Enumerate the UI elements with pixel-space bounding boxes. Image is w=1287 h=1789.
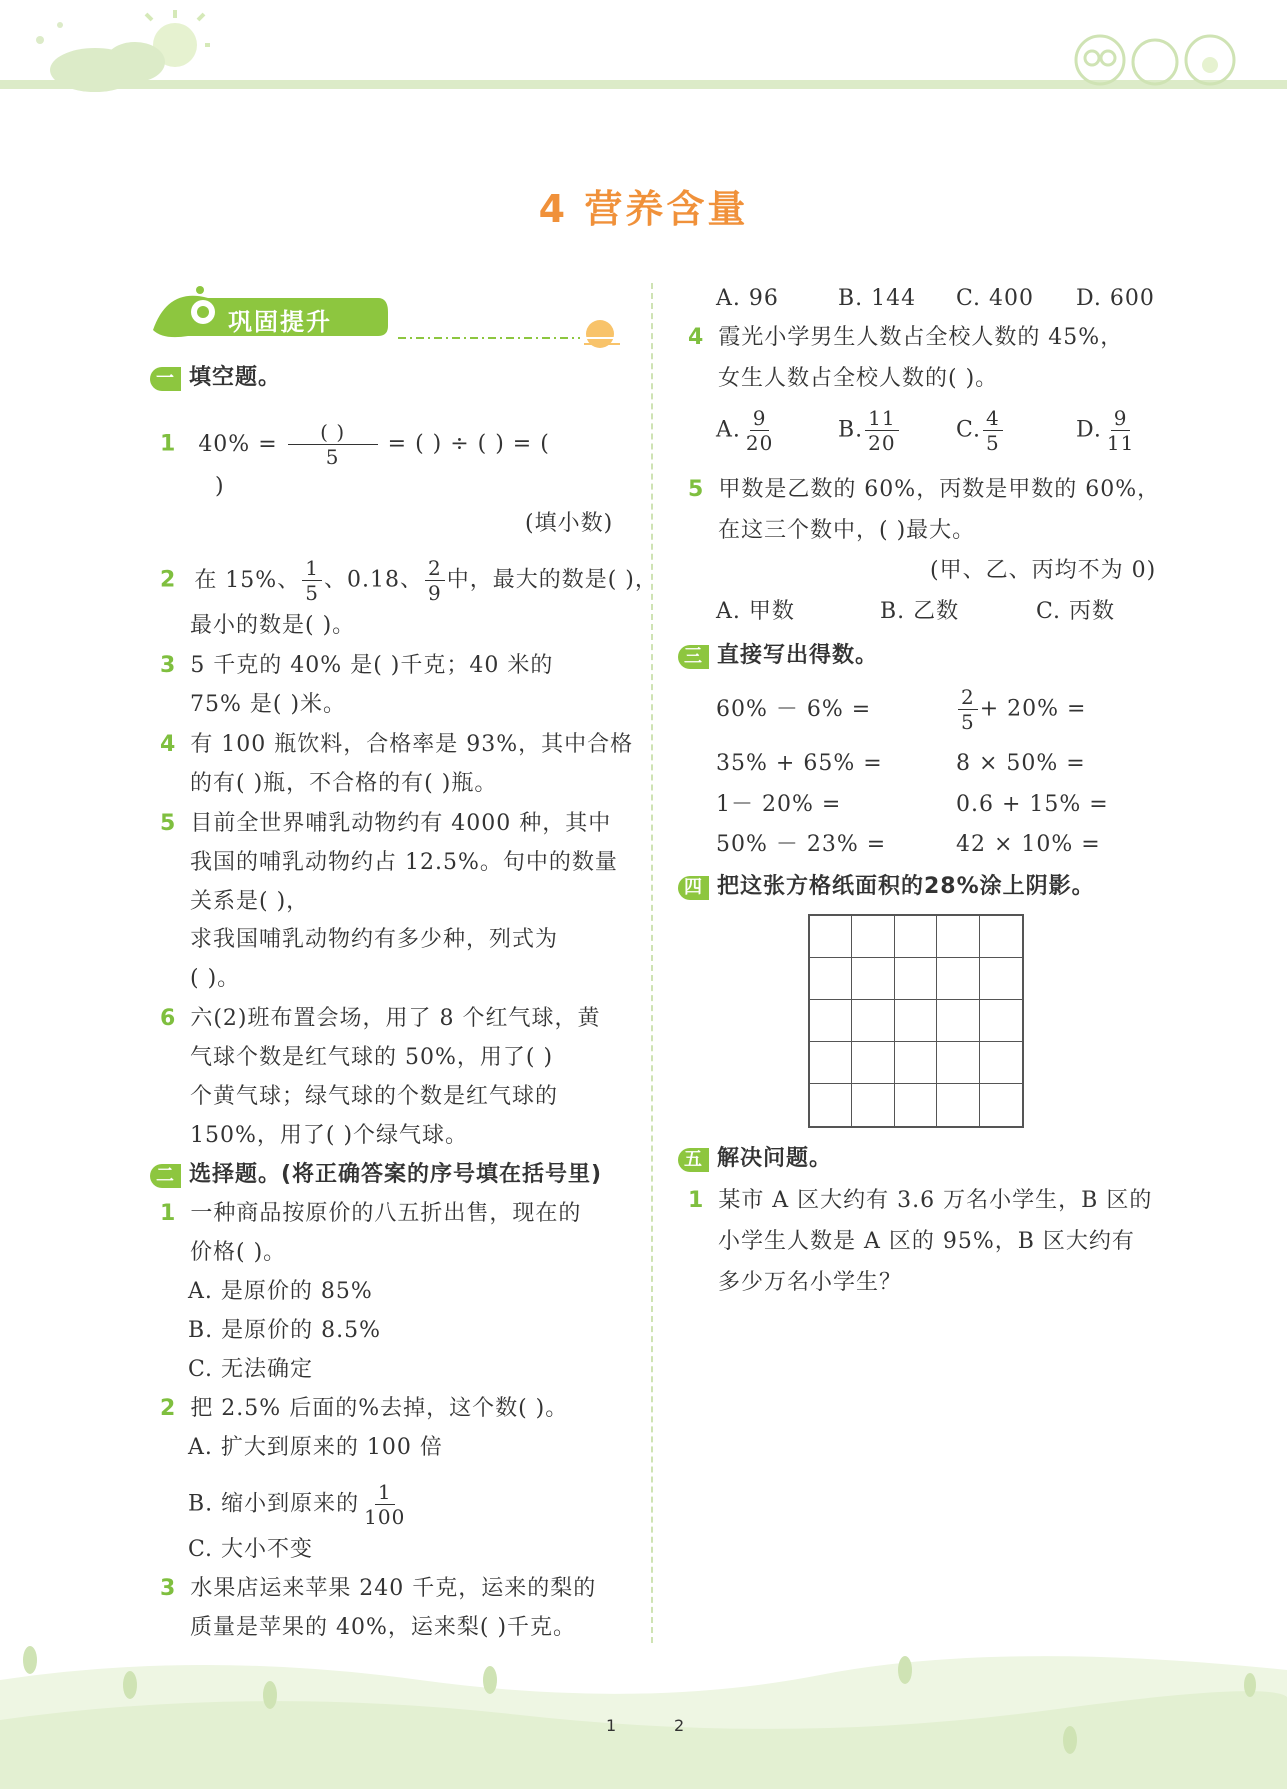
fraction: $\frac{9}{11}$ [1106, 406, 1135, 455]
section-badge: 五 [678, 1148, 709, 1172]
banner-title: 巩固提升 [228, 308, 332, 336]
fraction: $\frac{1}{100}$ [364, 1480, 406, 1529]
fill-q4-line2: 的有( )瓶，不合格的有( )瓶。 [190, 771, 498, 796]
choice-q5: 5 甲数是乙数的 60%，丙数是甲数的 60%， [688, 477, 1161, 502]
square-grid[interactable] [808, 914, 1024, 1128]
section-badge: 一 [150, 367, 181, 391]
choice-q4: 4 霞光小学男生人数占全校人数的 45%， [688, 325, 1124, 350]
banner-graphic [148, 282, 628, 352]
fill-q4: 4 有 100 瓶饮料，合格率是 93%，其中合格 [160, 732, 634, 757]
section-problem-heading [678, 1144, 832, 1174]
question-number: 1 [160, 431, 177, 457]
section-choice-heading [150, 1160, 602, 1190]
fill-q5-line2: 我国的哺乳动物约占 12.5%。句中的数量 [190, 850, 618, 875]
choice-q1: 1 一种商品按原价的八五折出售，现在的 [160, 1201, 582, 1226]
problem-q1: 1 某市 A 区大约有 3.6 万名小学生，B 区的 [688, 1188, 1153, 1213]
fraction: $\frac{1}{5}$ [302, 556, 322, 605]
section-fill-heading [150, 363, 281, 393]
question-number: 1 [688, 1188, 705, 1213]
section-badge: 四 [678, 876, 709, 900]
column-divider [651, 283, 653, 1643]
problem-q1-line3: 多少万名小学生？ [718, 1270, 903, 1295]
calc-1a: 60% － 6% = [716, 697, 872, 722]
question-number: 4 [688, 325, 705, 350]
choice-q4-option-a: A. $\frac{9}{20}$ [716, 406, 778, 455]
fill-q3: 3 5 千克的 40% 是( )千克；40 米的 [160, 653, 554, 678]
section-title: 直接写出得数。 [717, 643, 879, 668]
choice-q1-line2: 价格( )。 [190, 1240, 287, 1265]
calc-4a: 50% － 23% = [716, 832, 887, 857]
fill-q1 [160, 420, 550, 469]
fill-q6-line4: 150%，用了( )个绿气球。 [190, 1123, 469, 1148]
calc-2a: 35% + 65% = [716, 751, 883, 776]
fill-q5-line3: 关系是( )， [190, 889, 310, 914]
hills-illustration [0, 1640, 1287, 1789]
question-number: 6 [160, 1006, 177, 1031]
fill-q5-line4: 求我国哺乳动物约有多少种，列式为 [190, 927, 559, 952]
calc-3a: 1－ 20% = [716, 792, 842, 817]
fraction: $\frac{4}{5}$ [983, 406, 1003, 455]
choice-q5-line2: 在这三个数中，( )最大。 [718, 518, 976, 543]
section-title: 把这张方格纸面积的28%涂上阴影。 [717, 874, 1095, 899]
animal-faces-illustration [1060, 20, 1250, 90]
choice-q1-option-b: B. 是原价的 8.5% [188, 1318, 382, 1343]
question-number: 1 [160, 1201, 177, 1226]
fraction: $\frac{2}{5}$ [958, 685, 978, 734]
fill-q1-close: ) [215, 474, 225, 499]
fill-q2 [160, 556, 658, 605]
choice-q4-option-d: D. $\frac{9}{11}$ [1076, 406, 1139, 455]
question-number: 5 [160, 811, 177, 836]
section-badge: 三 [678, 645, 709, 669]
question-number: 2 [160, 1396, 177, 1421]
fill-q6-line2: 气球个数是红气球的 50%，用了( ) [190, 1045, 554, 1070]
choice-q4-option-b: B. $\frac{11}{20}$ [838, 406, 901, 455]
question-number: 4 [160, 732, 177, 757]
section-grid-heading [678, 872, 1095, 902]
section-title: 填空题。 [189, 365, 282, 390]
q1-text-a: 40% = [198, 431, 278, 457]
sun-cloud-illustration [20, 0, 210, 110]
fraction: $\frac{( )}{5}$ [288, 420, 378, 469]
calc-3b: 0.6 + 15% = [956, 792, 1109, 817]
choice-q1-option-c: C. 无法确定 [188, 1357, 314, 1382]
choice-q5-option-a: A. 甲数 [716, 599, 795, 624]
q2-text-a: 在 15%、 [194, 567, 301, 593]
page-number-right: 2 [674, 1716, 685, 1735]
page-title: 4 营养含量 [538, 187, 749, 231]
choice-q4-line2: 女生人数占全校人数的( )。 [718, 366, 999, 391]
q1-text-b: = ( ) ÷ ( ) = ( [387, 431, 550, 457]
choice-q1-option-a: A. 是原价的 85% [188, 1279, 373, 1304]
choice-q3-option-b: B. 144 [838, 286, 917, 311]
choice-q5-option-c: C. 丙数 [1036, 599, 1116, 624]
question-number: 3 [160, 653, 177, 678]
choice-q2: 2 把 2.5% 后面的%去掉，这个数( )。 [160, 1396, 569, 1421]
fraction: $\frac{2}{9}$ [425, 556, 445, 605]
page-number-left: 1 [606, 1716, 617, 1735]
choice-q4-option-c: C. $\frac{4}{5}$ [956, 406, 1005, 455]
choice-q2-option-b: B. 缩小到原来的 $\frac{1}{100}$ [188, 1480, 410, 1529]
choice-q3-option-c: C. 400 [956, 286, 1035, 311]
fill-q1-note: (填小数) [525, 511, 614, 536]
section-title: 解决问题。 [717, 1146, 833, 1171]
question-number: 3 [160, 1576, 177, 1601]
section-title: 选择题。(将正确答案的序号填在括号里) [189, 1162, 603, 1187]
choice-q5-option-b: B. 乙数 [880, 599, 960, 624]
fill-q5: 5 目前全世界哺乳动物约有 4000 种，其中 [160, 811, 612, 836]
choice-q3-line2: 质量是苹果的 40%，运来梨( )千克。 [190, 1615, 577, 1640]
choice-q3-option-d: D. 600 [1076, 286, 1155, 311]
section-badge: 二 [150, 1164, 181, 1188]
calc-4b: 42 × 10% = [956, 832, 1101, 857]
question-number: 5 [688, 477, 705, 502]
calc-2b: 8 × 50% = [956, 751, 1086, 776]
problem-q1-line2: 小学生人数是 A 区的 95%，B 区大约有 [718, 1229, 1135, 1254]
calc-1b: $\frac{2}{5}$ + 20% = [956, 685, 1087, 734]
choice-q5-note: (甲、乙、丙均不为 0) [930, 558, 1157, 583]
choice-q2-option-a: A. 扩大到原来的 100 倍 [188, 1435, 443, 1460]
q2-text-b: 、0.18、 [323, 567, 423, 593]
fill-q5-line5: ( )。 [190, 966, 241, 991]
fill-q6-line3: 个黄气球；绿气球的个数是红气球的 [190, 1084, 559, 1109]
q2-text-c: 中，最大的数是( )， [446, 567, 658, 593]
fill-q6: 6 六(2)班布置会场，用了 8 个红气球，黄 [160, 1006, 601, 1031]
fraction: $\frac{11}{20}$ [865, 406, 898, 455]
fill-q2-line2: 最小的数是( )。 [190, 613, 356, 638]
question-number: 2 [160, 567, 177, 593]
choice-q3: 3 水果店运来苹果 240 千克，运来的梨的 [160, 1576, 597, 1601]
choice-q2-option-c: C. 大小不变 [188, 1537, 314, 1562]
fill-q3-line2: 75% 是( )米。 [190, 692, 347, 717]
choice-q3-option-a: A. 96 [716, 286, 779, 311]
section-calc-heading [678, 641, 878, 671]
fraction: $\frac{9}{20}$ [745, 406, 774, 455]
